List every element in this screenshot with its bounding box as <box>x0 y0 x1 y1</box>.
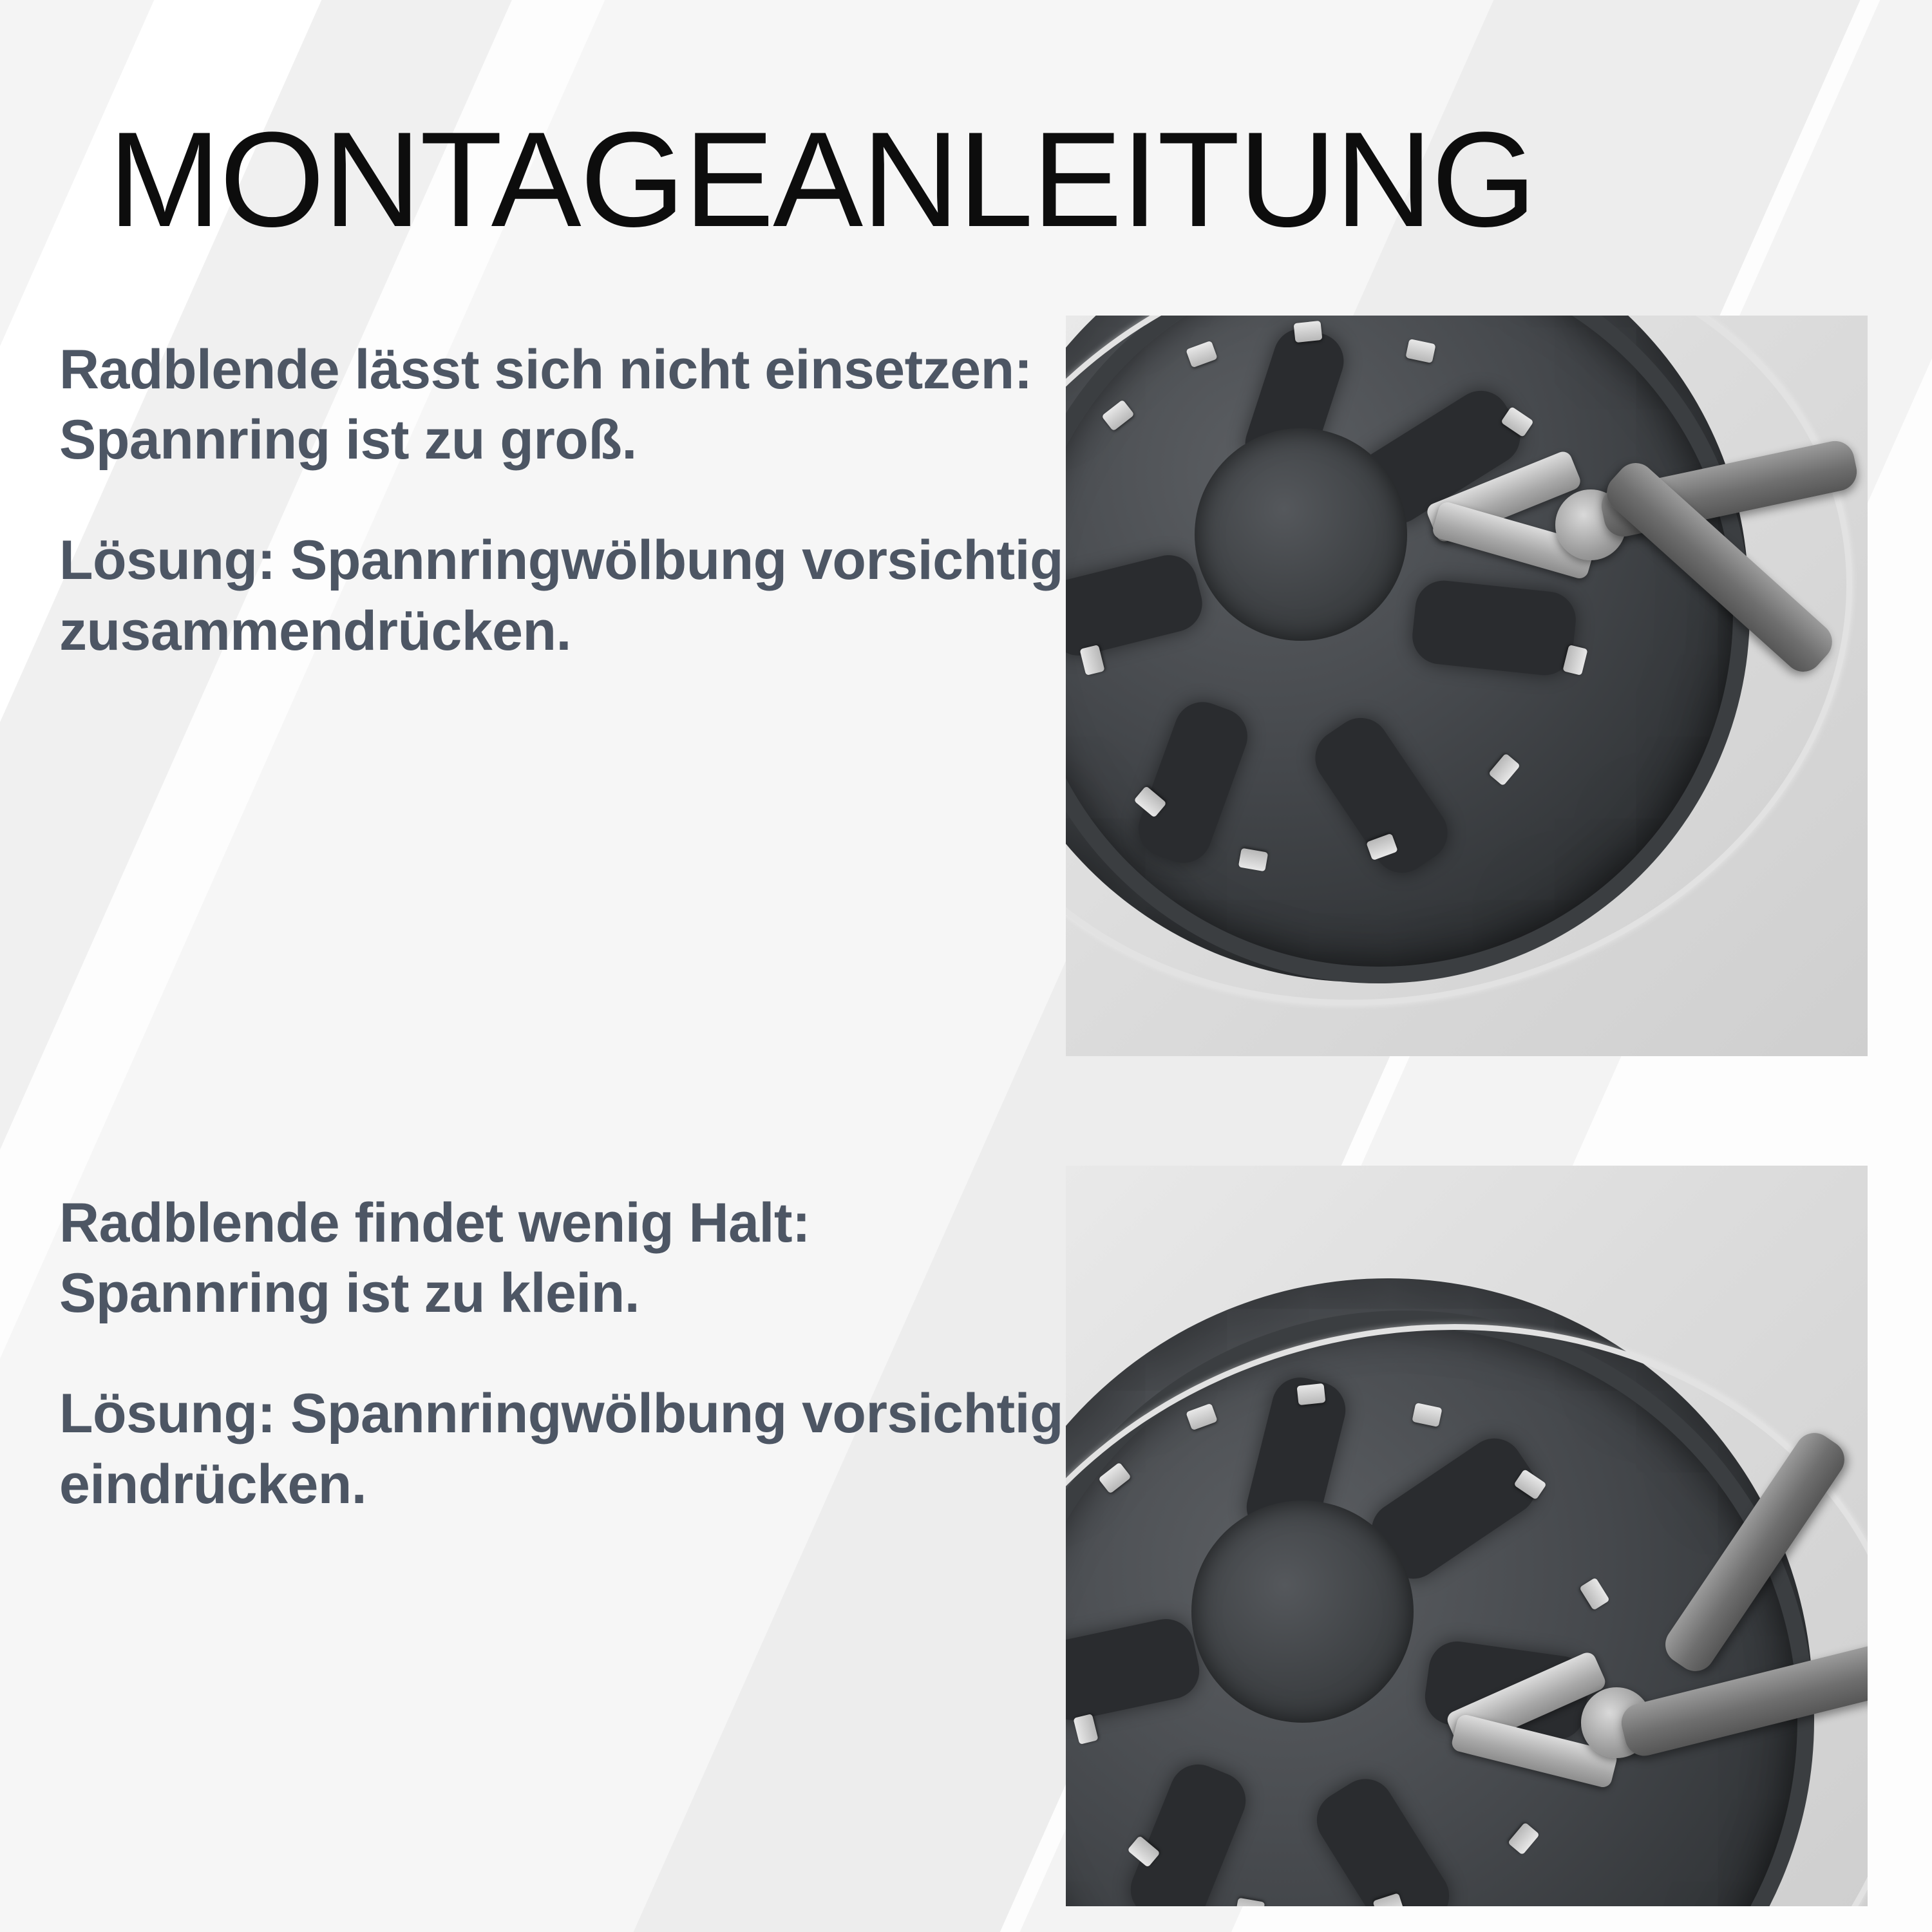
section-2-solution-text: Spannringwölbung vorsichtig eindrücken. <box>59 1383 1064 1515</box>
section-2-problem: Radblende findet wenig Halt: Spannring ist zu klein. <box>59 1192 811 1325</box>
section-2-solution-label: Lösung <box>59 1383 258 1445</box>
section-2-solution-separator: : <box>257 1383 276 1445</box>
section-1-solution <box>59 526 1064 666</box>
section-2-solution <box>59 1379 1064 1519</box>
section-1-text <box>59 335 1064 667</box>
section-1-problem: Radblende lässt sich nicht einsetzen: Spannring ist zu groß. <box>59 339 1032 471</box>
section-1-solution-text: Spannringwölbung vorsichtig zusammendrücken. <box>59 529 1064 662</box>
page-title: MONTAGEANLEITUNG <box>108 103 1535 255</box>
section-1-solution-separator: : <box>257 529 276 592</box>
section-1-photo <box>1066 316 1868 1056</box>
section-1-solution-label: Lösung <box>59 529 258 592</box>
section-2-photo <box>1066 1166 1868 1906</box>
section-2-text <box>59 1188 1064 1520</box>
